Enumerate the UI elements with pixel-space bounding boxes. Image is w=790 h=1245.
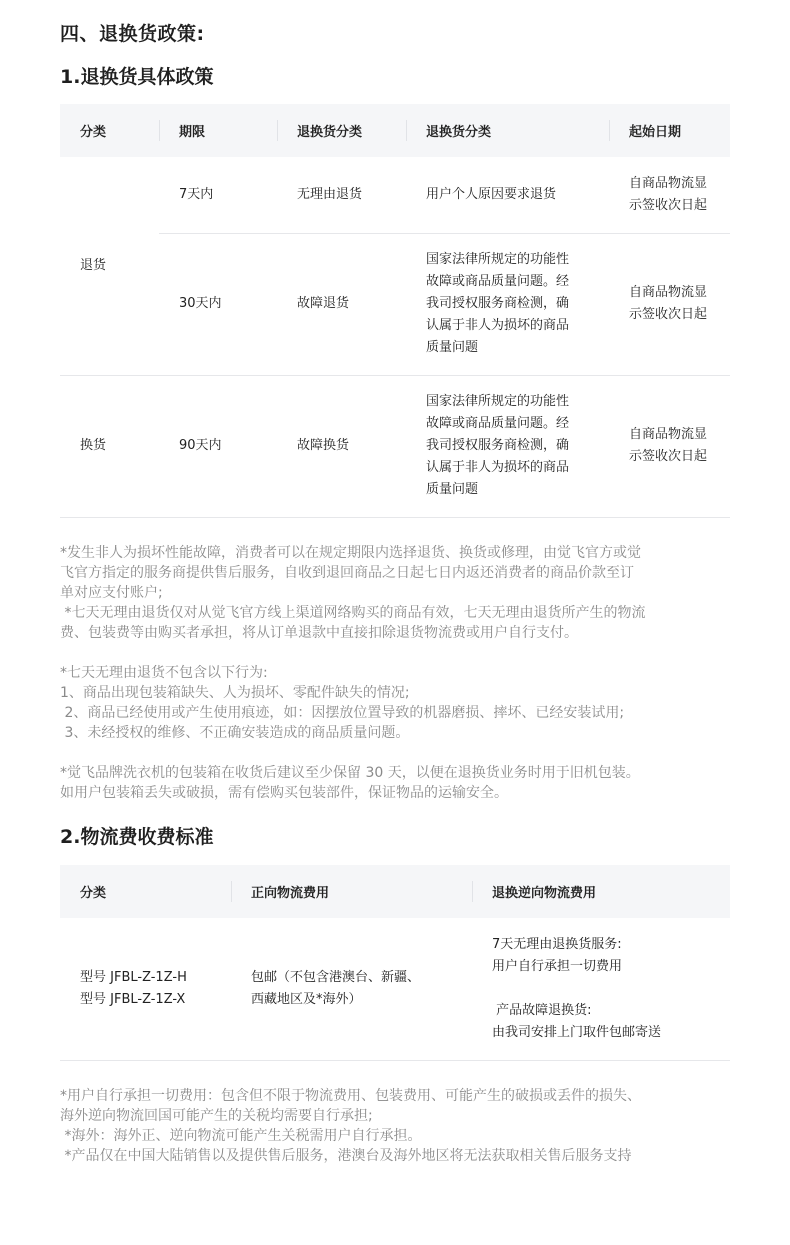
header-cell: 起始日期 bbox=[609, 104, 730, 157]
table-header-row bbox=[60, 865, 730, 918]
desc-cell: 国家法律所规定的功能性 故障或商品质量问题。经 我司授权服务商检测，确 认属于非人为损坏的商品 质量问题 bbox=[406, 375, 609, 517]
type-cell: 故障换货 bbox=[277, 375, 406, 517]
fee-notes: *用户自行承担一切费用：包含但不限于物流费用、包装费用、可能产生的破损或丢件的损失、 海外逆向物流回国可能产生的关税均需要自行承担; *海外：海外正、逆向物流可能产生关税需用户自行承担。 *产品仅在中国大陆销售以及提供售后服务，港澳台及海外地区将无法获取相关售后服务支持 bbox=[60, 1088, 641, 1164]
type-cell: 故障退货 bbox=[277, 233, 406, 375]
table-header-row bbox=[60, 104, 730, 157]
header-cell: 退换货分类 bbox=[277, 104, 406, 157]
period-cell: 30天内 bbox=[159, 233, 277, 375]
type-cell: 无理由退货 bbox=[277, 157, 406, 233]
model-cell: 型号 JFBL-Z-1Z-H 型号 JFBL-Z-1Z-X bbox=[60, 918, 231, 1060]
header-cell: 退换货分类 bbox=[406, 104, 609, 157]
start-cell: 自商品物流显 示签收次日起 bbox=[609, 157, 730, 233]
table-row bbox=[60, 375, 730, 517]
category-cell: 退货 bbox=[60, 157, 159, 375]
period-cell: 7天内 bbox=[159, 157, 277, 233]
header-cell: 分类 bbox=[60, 104, 159, 157]
category-cell: 换货 bbox=[60, 375, 159, 517]
start-cell: 自商品物流显 示签收次日起 bbox=[609, 375, 730, 517]
header-cell: 退换逆向物流费用 bbox=[472, 865, 730, 918]
policy-table-title: 1.退换货具体政策 bbox=[60, 66, 214, 88]
return-policy-table bbox=[60, 104, 730, 518]
section-title: 四、退换货政策: bbox=[60, 23, 205, 45]
reverse-fee-cell: 7天无理由退换货服务: 用户自行承担一切费用 产品故障退换货: 由我司安排上门取件包邮寄送 bbox=[472, 918, 730, 1060]
policy-notes: *发生非人为损坏性能故障，消费者可以在规定期限内选择退货、换货或修理，由觉飞官方或觉 飞官方指定的服务商提供售后服务，自收到退回商品之日起七日内返还消费者的商品价款至订 单对应支付账户; *七天无理由退货仅对从觉飞官方线上渠道网络购买的商品有效，七天无理由退货所产生的物流 费、包装费等由购买者承担，将从订单退款中直接扣除退货物流费或用户自行支付。 *七天无理由退货不包含以下行为: 1、商品出现包装箱缺失、人为损坏、零配件缺失的情况; 2、商品已经使用或产生使用痕迹，如：因摆放位置导致的机器磨损、摔坏、已经安装试用; 3、未经授权的维修、不正确安装造成的商品质量问题。 *觉飞品牌洗衣机的包装箱在收货后建议至少保留 30 天，以便在退换货业务时用于旧机包装。 如用户包装箱丢失或破损，需有偿购买包装部件，保证物品的运输安全。 bbox=[60, 545, 646, 801]
logistics-fee-table bbox=[60, 865, 730, 1061]
header-cell: 期限 bbox=[159, 104, 277, 157]
start-cell: 自商品物流显 示签收次日起 bbox=[609, 233, 730, 375]
table-row bbox=[60, 233, 730, 375]
fees-table-title: 2.物流费收费标准 bbox=[60, 826, 214, 848]
table-row bbox=[60, 157, 730, 233]
period-cell: 90天内 bbox=[159, 375, 277, 517]
header-cell: 正向物流费用 bbox=[231, 865, 472, 918]
desc-cell: 国家法律所规定的功能性 故障或商品质量问题。经 我司授权服务商检测，确 认属于非人为损坏的商品 质量问题 bbox=[406, 233, 609, 375]
desc-cell: 用户个人原因要求退货 bbox=[406, 157, 609, 233]
header-cell: 分类 bbox=[60, 865, 231, 918]
table-row bbox=[60, 918, 730, 1060]
forward-fee-cell: 包邮（不包含港澳台、新疆、 西藏地区及*海外） bbox=[231, 918, 472, 1060]
